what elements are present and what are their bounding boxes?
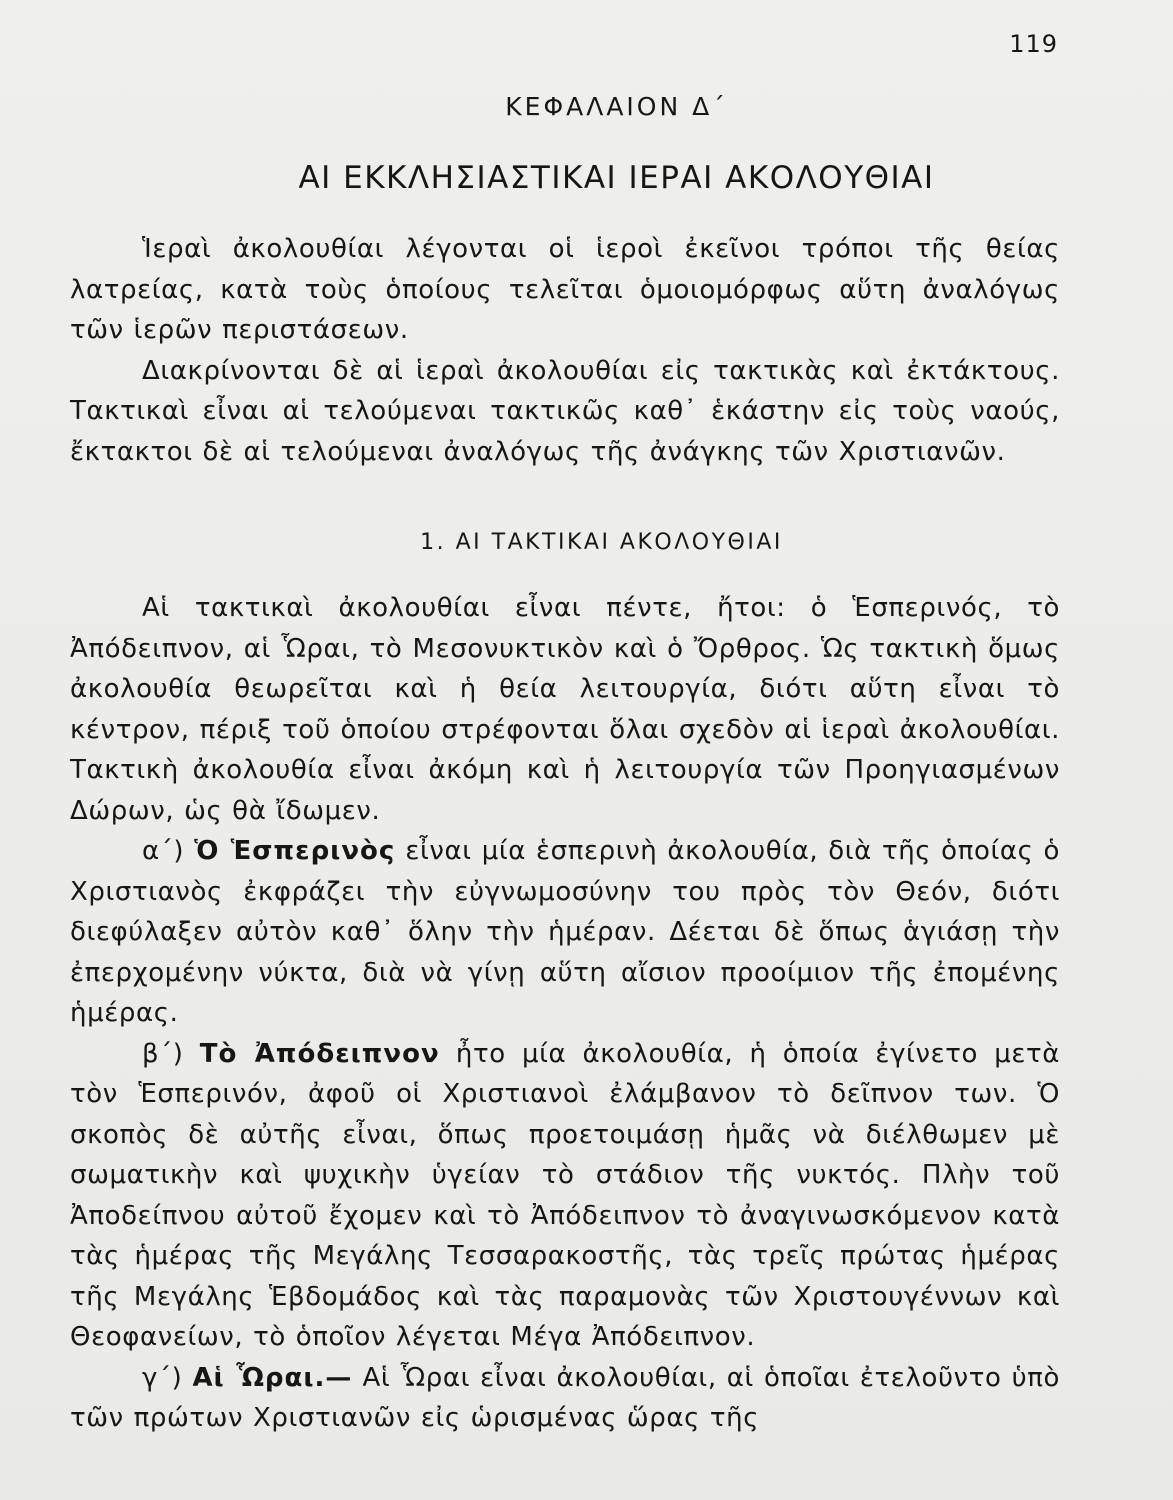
item-term: Ὁ Ἑσπερινὸς xyxy=(194,836,396,866)
service-item-compline xyxy=(70,1034,1060,1358)
item-term: Αἱ Ὧραι.— xyxy=(192,1362,353,1393)
section-heading: 1. ΑΙ ΤΑΚΤΙΚΑΙ ΑΚΟΛΟΥΘΙΑΙ xyxy=(420,530,783,555)
item-marker: β΄) xyxy=(142,1038,184,1069)
service-item-vespers xyxy=(70,831,1060,1034)
item-text: εἶναι μία ἑσπερινὴ ἀκολουθία, διὰ τῆς ὁποίας ὁ Χριστιανὸς ἐκφράζει τὴν εὐγνωμοσύνην του πρὸς τὸν Θεόν, διότι διεφύλαξεν αὐτὸν καθ᾿ ὅλην τὴν ἡμέραν. Δέεται δὲ ὅπως ἁγιάσῃ τὴν ἐπερχομένην νύκτα, διὰ νὰ γίνῃ αὕτη αἴσιον προοίμιον τῆς ἐπομένης ἡμέρας. xyxy=(70,836,1060,1028)
intro-paragraph: Ἱεραὶ ἀκολουθίαι λέγονται οἱ ἱεροὶ ἐκεῖνοι τρόποι τῆς θείας λατρείας, κατὰ τοὺς ὁποίους τελεῖται ὁμοιομόρφως αὕτη ἀναλόγως τῶν ἱερῶν περιστάσεων. xyxy=(70,234,1060,345)
item-marker: γ΄) xyxy=(142,1362,183,1393)
intro-text xyxy=(70,229,1060,472)
section-body xyxy=(70,588,1060,1439)
intro-paragraph: Διακρίνονται δὲ αἱ ἱεραὶ ἀκολουθίαι εἰς τακτικὰς καὶ ἐκτάκτους. Τακτικαὶ εἶναι αἱ τελούμεναι τακτικῶς καθ᾿ ἑκάστην εἰς τοὺς ναούς, ἔκτακτοι δὲ αἱ τελούμεναι ἀναλόγως τῆς ἀνάγκης τῶν Χριστιανῶν. xyxy=(70,355,1060,467)
item-text: ἦτο μία ἀκολουθία, ἡ ὁποία ἐγίνετο μετὰ τὸν Ἑσπερινόν, ἀφοῦ οἱ Χριστιανοὶ ἐλάμβανον τὸ δεῖπνον των. Ὁ σκοπὸς δὲ αὐτῆς εἶναι, ὅπως προετοιμάσῃ ἡμᾶς νὰ διέλθωμεν μὲ σωματικὴν καὶ ψυχικὴν ὑγείαν τὸ στάδιον τῆς νυκτός. Πλὴν τοῦ Ἀποδείπνου αὐτοῦ ἔχομεν καὶ τὸ Ἀπόδειπνον τὸ ἀναγινωσκόμενον κατὰ τὰς ἡμέρας τῆς Μεγάλης Τεσσαρακοστῆς, τὰς τρεῖς πρώτας ἡμέρας τῆς Μεγάλης Ἑβδομάδος καὶ τὰς παραμονὰς τῶν Χριστουγέννων καὶ Θεοφανείων, τὸ ὁποῖον λέγεται Μέγα Ἀπόδειπνον. xyxy=(70,1038,1061,1352)
section-overview: Αἱ τακτικαὶ ἀκολουθίαι εἶναι πέντε, ἤτοι: ὁ Ἑσπερινός, τὸ Ἀπόδειπνον, αἱ Ὧραι, τὸ Μεσονυκτικὸν καὶ ὁ Ὄρθρος. Ὡς τακτικὴ ὅμως ἀκολουθία θεωρεῖται καὶ ἡ θεία λειτουργία, διότι αὕτη εἶναι τὸ κέντρον, πέριξ τοῦ ὁποίου στρέφονται ὅλαι σχεδὸν αἱ ἱεραὶ ἀκολουθίαι. Τακτικὴ ἀκολουθία εἶναι ἀκόμη καὶ ἡ λειτουργία τῶν Προηγιασμένων Δώρων, ὡς θὰ ἴδωμεν. xyxy=(70,593,1060,826)
page-number: 119 xyxy=(1009,30,1058,58)
item-marker: α΄) xyxy=(142,836,185,866)
chapter-label: ΚΕΦΑΛΑΙΟΝ Δ΄ xyxy=(505,92,728,121)
item-term: Τὸ Ἀπόδειπνον xyxy=(199,1038,440,1069)
chapter-title: ΑΙ ΕΚΚΛΗΣΙΑΣΤΙΚΑΙ ΙΕΡΑΙ ΑΚΟΛΟΥΘΙΑΙ xyxy=(298,160,935,196)
service-item-hours xyxy=(70,1358,1060,1439)
item-text: Αἱ Ὧραι εἶναι ἀκολουθίαι, αἱ ὁποῖαι ἐτελοῦντο ὑπὸ τῶν πρώτων Χριστιανῶν εἰς ὡρισμένας ὥρας τῆς xyxy=(70,1362,1060,1433)
